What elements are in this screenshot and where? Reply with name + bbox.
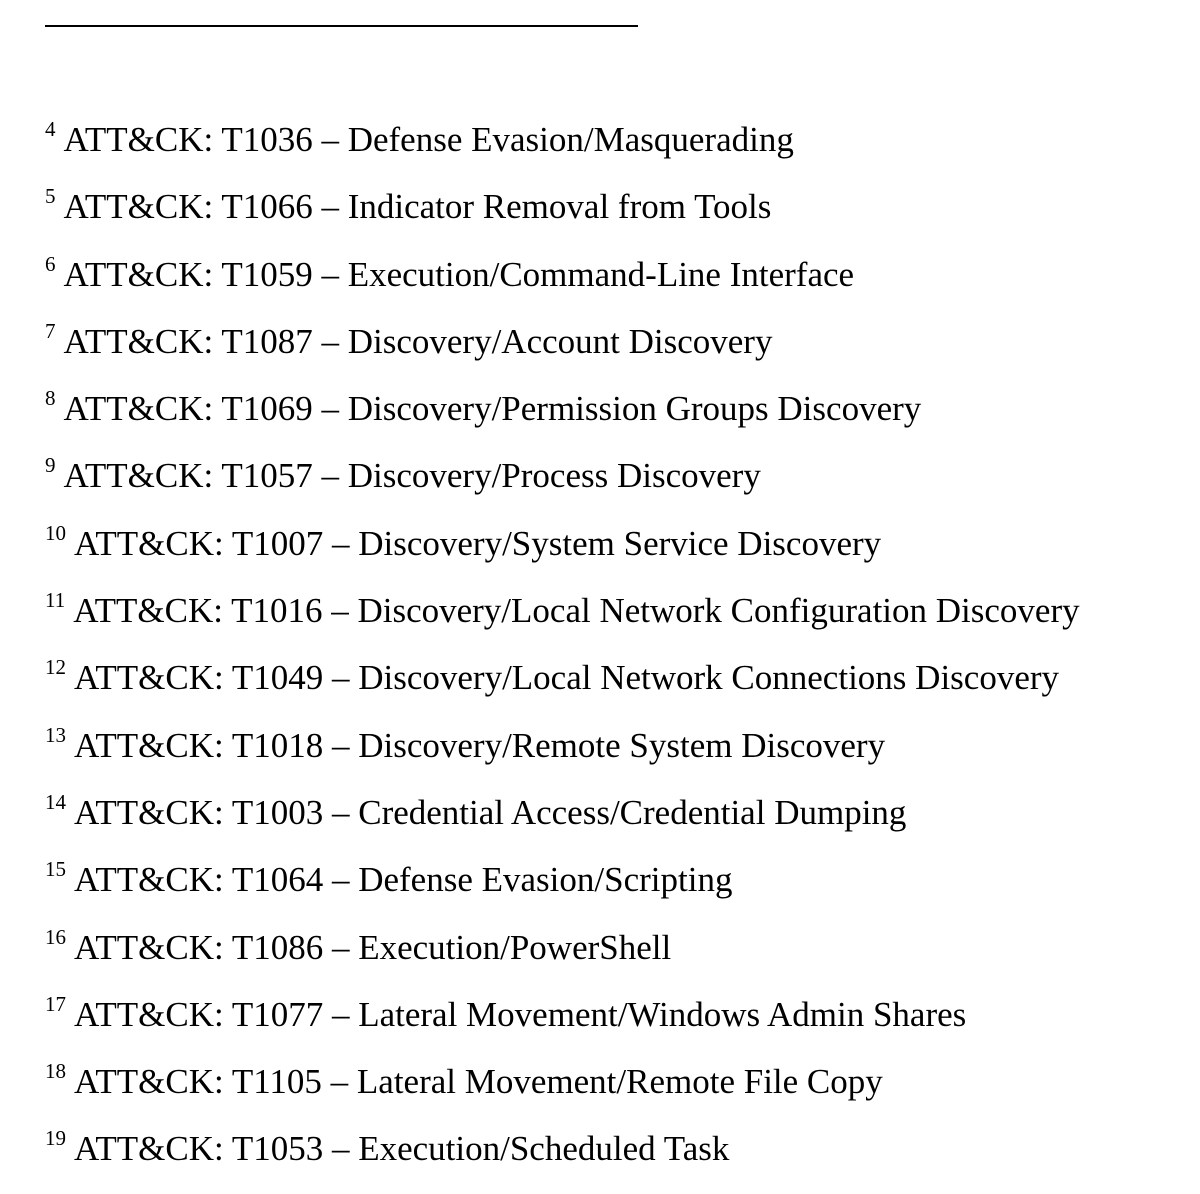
footnote-number: 5 xyxy=(45,184,56,209)
footnote-item xyxy=(45,372,1080,439)
footnote-text: ATT&CK: T1059 – Execution/Command-Line Interface xyxy=(63,254,855,294)
footnote-separator xyxy=(45,25,638,27)
footnote-item xyxy=(45,911,1080,978)
footnote-text: ATT&CK: T1057 – Discovery/Process Discovery xyxy=(63,456,761,496)
footnote-number: 14 xyxy=(45,789,66,814)
footnote-item xyxy=(45,843,1080,910)
footnote-item xyxy=(45,103,1080,170)
footnote-text: ATT&CK: T1105 – Lateral Movement/Remote File Copy xyxy=(74,1062,883,1102)
footnote-text: ATT&CK: T1049 – Discovery/Local Network Connections Discovery xyxy=(74,658,1060,698)
footnote-item xyxy=(45,170,1080,237)
footnote-item xyxy=(45,1045,1080,1112)
footnote-text: ATT&CK: T1003 – Credential Access/Credential Dumping xyxy=(74,792,907,832)
footnote-text: ATT&CK: T1066 – Indicator Removal from Tools xyxy=(63,187,772,227)
footnote-number: 12 xyxy=(45,655,66,680)
footnote-number: 18 xyxy=(45,1059,66,1084)
footnote-item xyxy=(45,305,1080,372)
footnote-text: ATT&CK: T1069 – Discovery/Permission Groups Discovery xyxy=(63,389,922,429)
footnote-text: ATT&CK: T1077 – Lateral Movement/Windows Admin Shares xyxy=(74,994,967,1034)
footnote-item xyxy=(45,574,1080,641)
footnote-list xyxy=(45,103,1080,1180)
footnote-number: 13 xyxy=(45,722,66,747)
footnote-text: ATT&CK: T1064 – Defense Evasion/Scripting xyxy=(74,860,733,900)
footnote-item xyxy=(45,238,1080,305)
footnote-item xyxy=(45,709,1080,776)
footnote-number: 7 xyxy=(45,318,56,343)
footnote-item xyxy=(45,1112,1080,1179)
footnote-text: ATT&CK: T1053 – Execution/Scheduled Task xyxy=(74,1129,730,1169)
footnote-item xyxy=(45,507,1080,574)
footnote-text: ATT&CK: T1007 – Discovery/System Service Discovery xyxy=(74,523,882,563)
footnote-text: ATT&CK: T1016 – Discovery/Local Network Configuration Discovery xyxy=(73,591,1080,631)
footnote-item xyxy=(45,439,1080,506)
footnote-number: 11 xyxy=(45,588,66,613)
footnote-text: ATT&CK: T1036 – Defense Evasion/Masquerading xyxy=(63,120,794,159)
footnote-number: 6 xyxy=(45,251,56,276)
footnote-number: 8 xyxy=(45,386,56,411)
footnote-number: 10 xyxy=(45,520,66,545)
footnote-number: 19 xyxy=(45,1126,66,1151)
footnote-text: ATT&CK: T1087 – Discovery/Account Discovery xyxy=(63,321,773,361)
footnote-number: 4 xyxy=(45,117,56,141)
footnote-item xyxy=(45,641,1080,708)
footnote-number: 9 xyxy=(45,453,56,478)
footnote-text: ATT&CK: T1086 – Execution/PowerShell xyxy=(74,927,672,967)
footnote-number: 17 xyxy=(45,991,66,1016)
footnote-number: 16 xyxy=(45,924,66,949)
footnote-item xyxy=(45,978,1080,1045)
footnote-text: ATT&CK: T1018 – Discovery/Remote System Discovery xyxy=(74,725,886,765)
footnote-item xyxy=(45,776,1080,843)
footnote-number: 15 xyxy=(45,857,66,882)
